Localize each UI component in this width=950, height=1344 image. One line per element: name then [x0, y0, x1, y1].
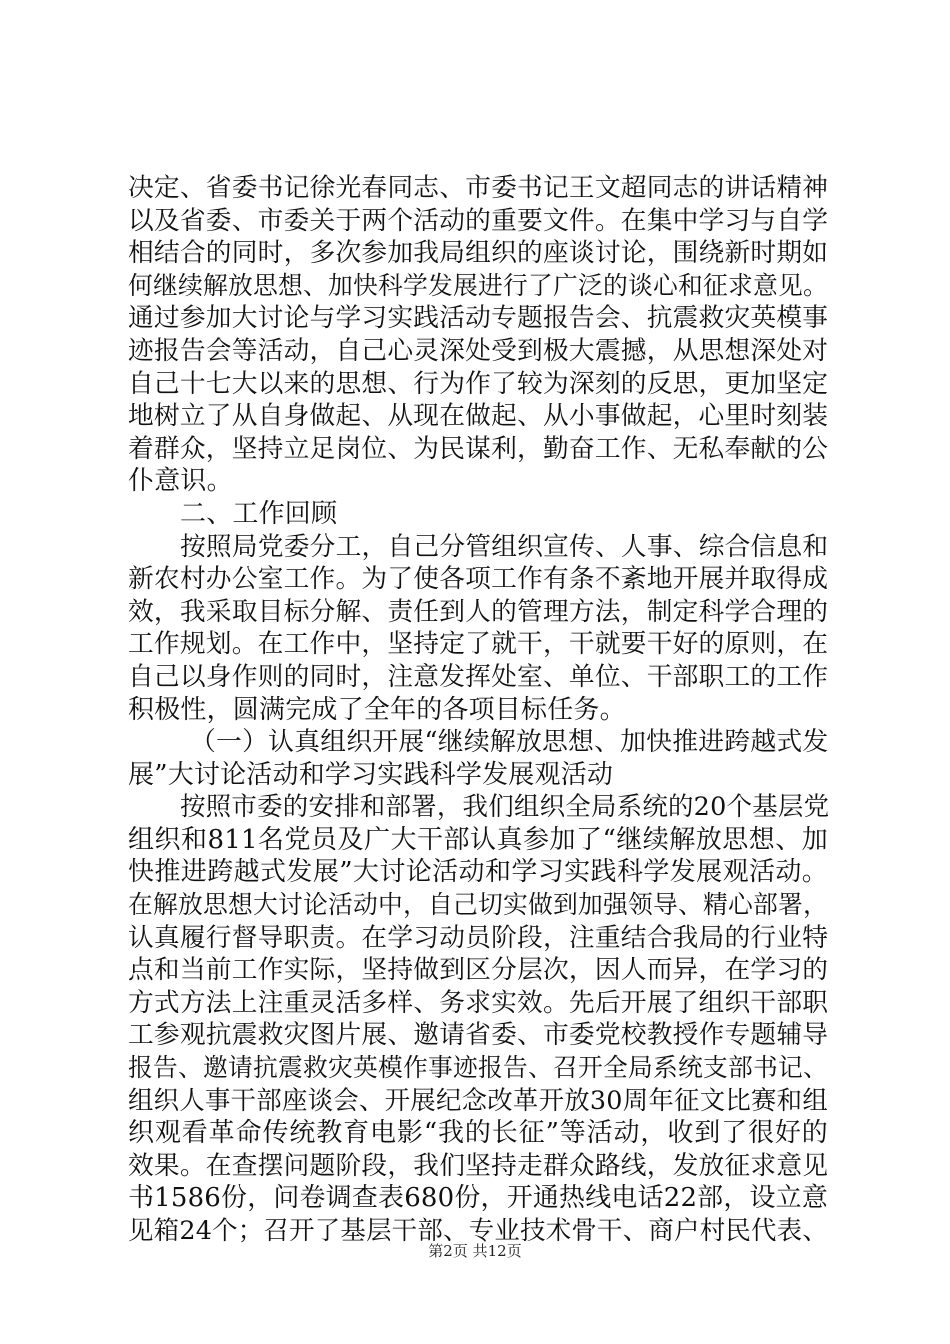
paragraph-line: 见箱24个；召开了基层干部、专业技术骨干、商户村民代表、	[128, 1216, 828, 1246]
paragraph-line: 工参观抗震救灾图片展、邀请省委、市委党校教授作专题辅导	[128, 1020, 829, 1051]
paragraph-line: 决定、省委书记徐光春同志、市委书记王文超同志的讲话精神	[128, 173, 829, 203]
paragraph-line: 地树立了从自身做起、从现在做起、从小事做起，心里时刻装	[128, 401, 829, 432]
paragraph-line: 认真履行督导职责。在学习动员阶段，注重结合我局的行业特	[128, 922, 829, 953]
paragraph-line: 在解放思想大讨论活动中，自己切实做到加强领导、精心部署，	[128, 890, 828, 920]
paragraph-line: 以及省委、市委关于两个活动的重要文件。在集中学习与自学	[128, 205, 829, 236]
paragraph-line: 效，我采取目标分解、责任到人的管理方法，制定科学合理的	[128, 596, 829, 627]
paragraph-line: 点和当前工作实际，坚持做到区分层次，因人而异，在学习的	[128, 955, 829, 986]
paragraph-line: 着群众，坚持立足岗位、为民谋利，勤奋工作、无私奉献的公	[128, 433, 829, 464]
paragraph-line: 自己十七大以来的思想、行为作了较为深刻的反思，更加坚定	[128, 368, 829, 399]
paragraph-line: 自己以身作则的同时，注意发挥处室、单位、干部职工的工作	[128, 661, 829, 692]
paragraph-line: 通过参加大讨论与学习实践活动专题报告会、抗震救灾英模事	[128, 303, 829, 334]
paragraph-line: 何继续解放思想、加快科学发展进行了广泛的谈心和征求意见。	[128, 270, 828, 300]
paragraph-line: 迹报告会等活动，自己心灵深处受到极大震撼，从思想深处对	[128, 335, 829, 366]
paragraph-line: 组织人事干部座谈会、开展纪念改革开放30周年征文比赛和组	[128, 1085, 828, 1116]
section-heading: 二、工作回顾	[180, 498, 338, 529]
paragraph-line: 相结合的同时，多次参加我局组织的座谈讨论，围绕新时期如	[128, 238, 829, 269]
paragraph-line: 新农村办公室工作。为了使各项工作有条不紊地开展并取得成	[128, 564, 829, 595]
paragraph-line: 按照市委的安排和部署，我们组织全局系统的20个基层党	[180, 792, 830, 823]
paragraph-line: 积极性，圆满完成了全年的各项目标任务。	[128, 694, 626, 725]
paragraph-line: 仆意识。	[128, 466, 233, 497]
paragraph-line: 织观看革命传统教育电影“我的长征”等活动，收到了很好的	[128, 1118, 828, 1149]
paragraph-line: 方式方法上注重灵活多样、务求实效。先后开展了组织干部职	[128, 987, 829, 1018]
paragraph-line: 快推进跨越式发展”大讨论活动和学习实践科学发展观活动。	[128, 857, 828, 888]
paragraph-line: 工作规划。在工作中，坚持定了就干，干就要干好的原则，在	[128, 629, 829, 660]
subsection-heading: （一）认真组织开展“继续解放思想、加快推进跨越式发	[190, 727, 829, 758]
paragraph-line: 报告、邀请抗震救灾英模作事迹报告、召开全局系统支部书记、	[128, 1053, 828, 1083]
subsection-heading: 展”大讨论活动和学习实践科学发展观活动	[128, 759, 614, 790]
document-body	[128, 172, 828, 1248]
paragraph-line: 组织和811名党员及广大干部认真参加了“继续解放思想、加	[128, 824, 828, 855]
paragraph-line: 效果。在查摆问题阶段，我们坚持走群众路线，发放征求意见	[128, 1150, 829, 1181]
page-number-footer: 第2页 共12页	[428, 1242, 522, 1260]
paragraph-line: 按照局党委分工，自己分管组织宣传、人事、综合信息和	[180, 531, 829, 562]
paragraph-line: 书1586份，问卷调查表680份，开通热线电话22部，设立意	[128, 1183, 828, 1214]
